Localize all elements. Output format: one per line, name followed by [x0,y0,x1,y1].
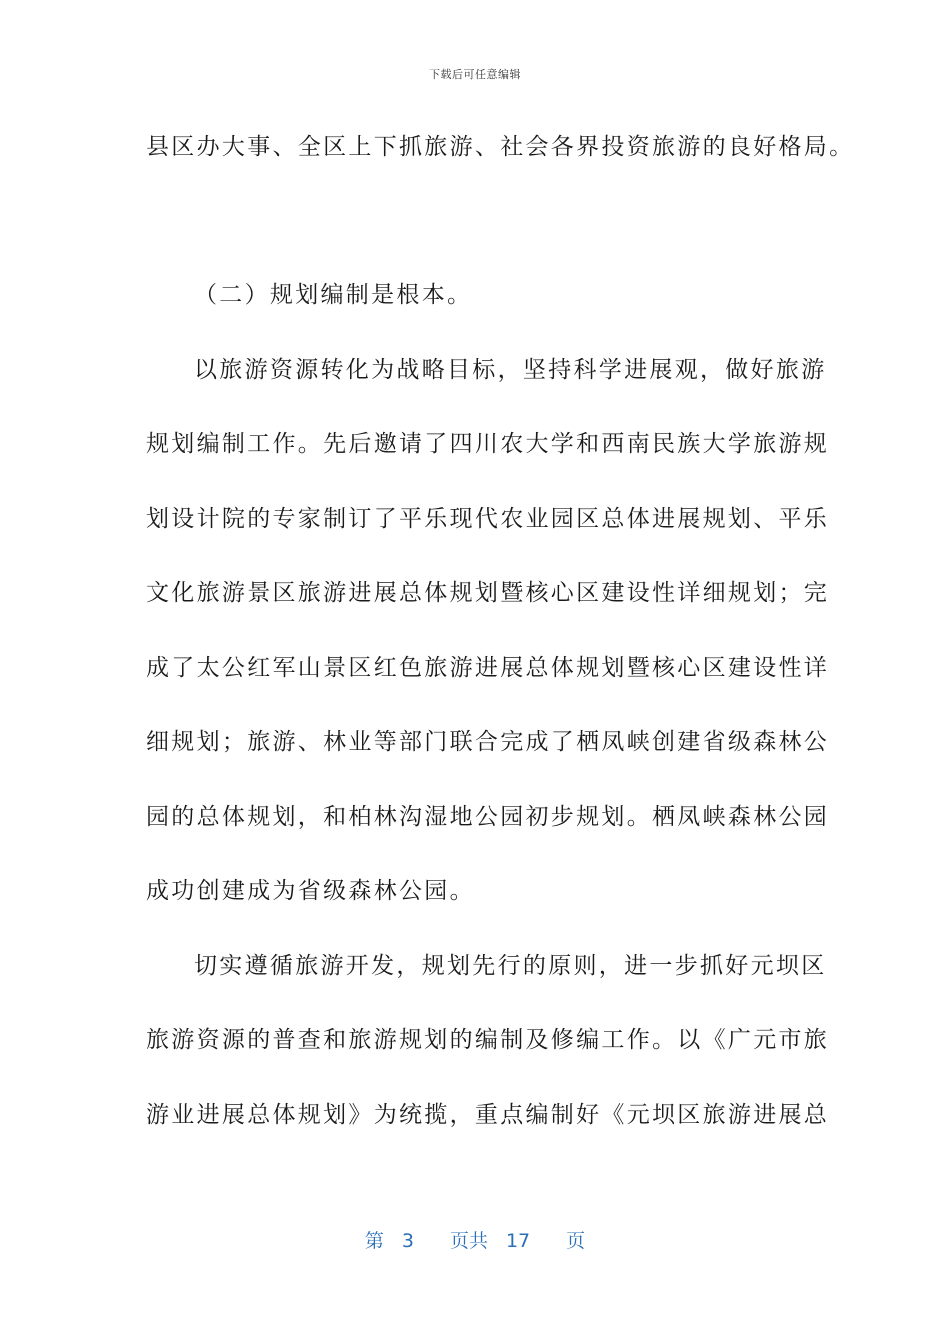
section-heading: （二）规划编制是根本。 [194,282,473,308]
page-total: 17 [505,1230,531,1252]
body-line-11: 切实遵循旅游开发，规划先行的原则，进一步抓好元坝区 [194,953,827,979]
body-line-8: 细规划；旅游、林业等部门联合完成了栖凤峡创建省级森林公 [146,729,830,755]
header-note: 下载后可任意编辑 [429,68,521,81]
body-line-10: 成功创建成为省级森林公园。 [146,878,475,904]
page-current: 3 [401,1230,414,1252]
body-line-9: 园的总体规划，和柏林沟湿地公园初步规划。栖凤峡森林公园 [146,804,830,830]
page-mid: 页共 [449,1230,488,1252]
body-line-4: 规划编制工作。先后邀请了四川农大学和西南民族大学旅游规 [146,431,830,457]
body-line-12: 旅游资源的普查和旅游规划的编制及修编工作。以《广元市旅 [146,1027,830,1053]
body-line-13: 游业进展总体规划》为统揽，重点编制好《元坝区旅游进展总 [146,1102,830,1128]
body-line-3: 以旅游资源转化为战略目标，坚持科学进展观，做好旅游 [194,357,827,383]
page-suffix: 页 [566,1230,586,1252]
body-line-6: 文化旅游景区旅游进展总体规划暨核心区建设性详细规划；完 [146,580,830,606]
page-footer [0,1226,950,1253]
body-line-7: 成了太公红军山景区红色旅游进展总体规划暨核心区建设性详 [146,655,830,681]
body-line-5: 划设计院的专家制订了平乐现代农业园区总体进展规划、平乐 [146,506,830,532]
page-prefix: 第 [364,1230,384,1252]
body-line-1: 县区办大事、全区上下抓旅游、社会各界投资旅游的良好格局。 [146,134,855,160]
